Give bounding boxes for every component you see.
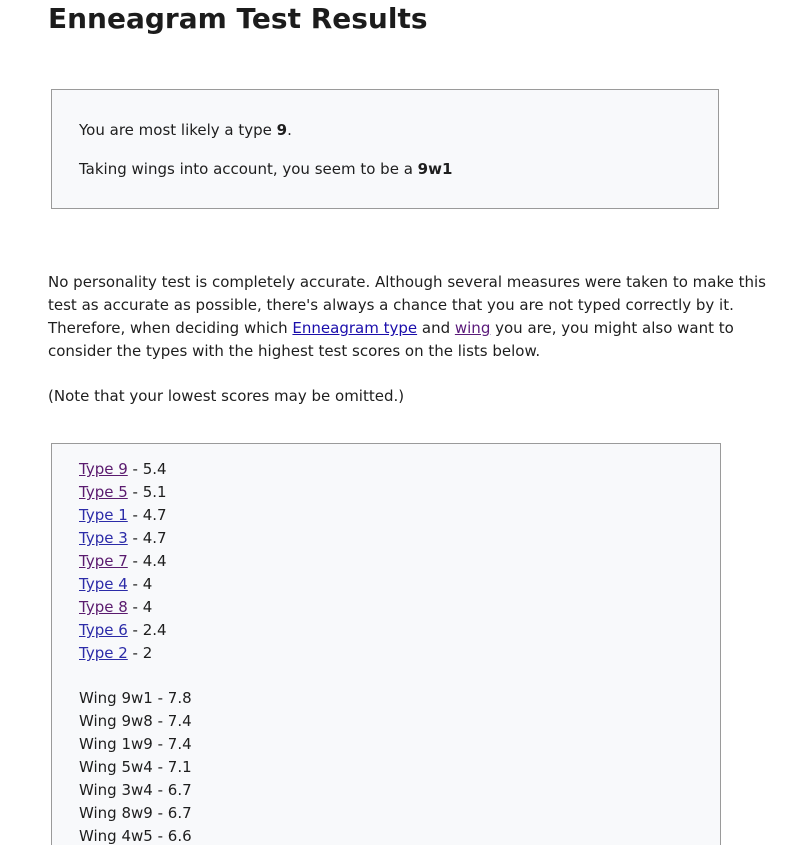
wing-score-item: Wing 1w9 - 7.4 xyxy=(79,735,192,753)
omitted-scores-note: (Note that your lowest scores may be omitted.) xyxy=(48,387,405,405)
primary-type-value: 9 xyxy=(276,121,288,139)
type-score-item xyxy=(79,642,167,665)
type-link[interactable]: Type 4 xyxy=(79,575,128,593)
type-score-item xyxy=(79,596,167,619)
type-score-item xyxy=(79,573,167,596)
type-score-item xyxy=(79,481,167,504)
wing-score-item: Wing 3w4 - 6.7 xyxy=(79,781,192,799)
wing-score-list xyxy=(79,687,192,845)
type-link[interactable]: Type 2 xyxy=(79,644,128,662)
scores-box xyxy=(51,443,721,845)
type-score-value: - 5.1 xyxy=(127,483,167,501)
type-score-value: - 4 xyxy=(127,575,153,593)
type-score-item xyxy=(79,619,167,642)
type-link[interactable]: Type 8 xyxy=(79,598,128,616)
wing-score-item: Wing 4w5 - 6.6 xyxy=(79,827,192,845)
disclaimer-text-2: and xyxy=(417,319,455,337)
type-score-item xyxy=(79,527,167,550)
result-box xyxy=(51,89,719,209)
type-score-value: - 4.7 xyxy=(127,529,167,547)
wing-score-item: Wing 9w1 - 7.8 xyxy=(79,689,192,707)
enneagram-type-link[interactable]: Enneagram type xyxy=(292,319,418,337)
wing-score-item: Wing 9w8 - 7.4 xyxy=(79,712,192,730)
type-score-item xyxy=(79,504,167,527)
type-link[interactable]: Type 3 xyxy=(79,529,128,547)
wing-link[interactable]: wing xyxy=(454,319,491,337)
type-link[interactable]: Type 6 xyxy=(79,621,128,639)
wing-type-result xyxy=(79,159,452,179)
type-link[interactable]: Type 1 xyxy=(79,506,128,524)
wing-score-item: Wing 5w4 - 7.1 xyxy=(79,758,192,776)
wing-type-prefix: Taking wings into account, you seem to be a xyxy=(79,160,418,178)
primary-type-prefix: You are most likely a type xyxy=(79,121,277,139)
type-link[interactable]: Type 9 xyxy=(79,460,128,478)
type-score-value: - 2 xyxy=(127,644,153,662)
primary-type-suffix: . xyxy=(287,121,292,139)
type-score-value: - 4.4 xyxy=(127,552,167,570)
type-link[interactable]: Type 5 xyxy=(79,483,128,501)
primary-type-result xyxy=(79,120,292,140)
wing-score-item: Wing 8w9 - 6.7 xyxy=(79,804,192,822)
disclaimer-text-1: No personality test is completely accurate. Although several measures were taken to make this test as accurate as possible, there's always a chance that you are not typed correctly by it. Therefore, when deciding which xyxy=(48,273,766,337)
type-link[interactable]: Type 7 xyxy=(79,552,128,570)
wing-type-value: 9w1 xyxy=(417,160,453,178)
page-title: Enneagram Test Results xyxy=(48,2,428,35)
type-score-value: - 5.4 xyxy=(127,460,167,478)
type-score-value: - 2.4 xyxy=(127,621,167,639)
disclaimer-text-3: you are, you might also want to consider the types with the highest test scores on the lists below. xyxy=(48,319,734,360)
type-score-value: - 4.7 xyxy=(127,506,167,524)
accuracy-disclaimer xyxy=(48,271,783,363)
type-score-item xyxy=(79,550,167,573)
type-score-value: - 4 xyxy=(127,598,153,616)
type-score-list xyxy=(79,458,167,665)
type-score-item xyxy=(79,458,167,481)
